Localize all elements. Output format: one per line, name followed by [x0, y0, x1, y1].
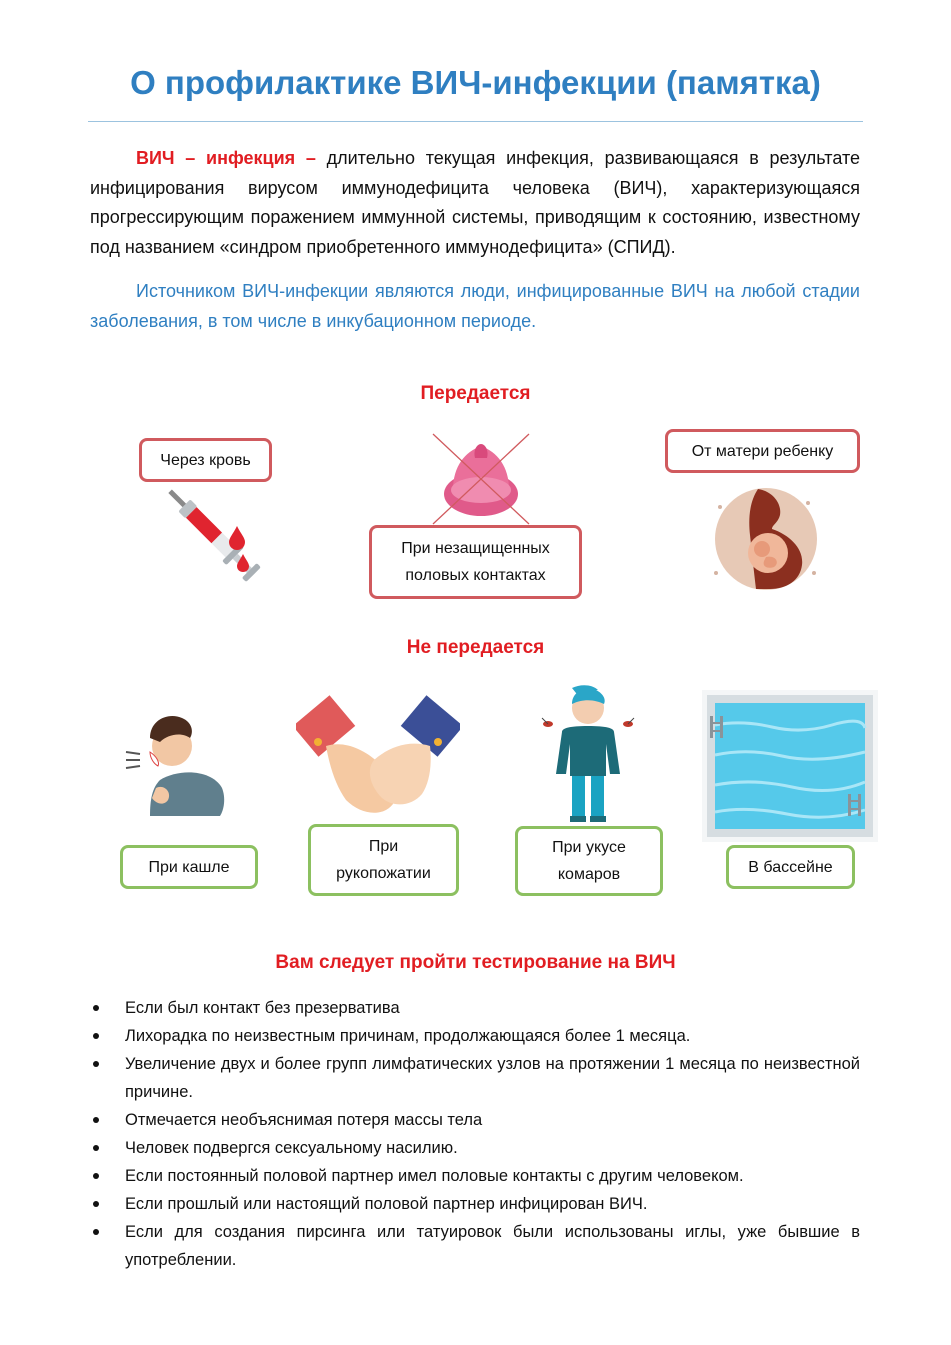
handshake-icon — [296, 690, 460, 820]
list-item — [90, 1218, 860, 1274]
coughing-person-icon — [120, 708, 230, 818]
condom-icon — [425, 432, 537, 527]
transmitted-sexual-label-1: При незащищенных — [401, 540, 550, 557]
list-item-text: Если постоянный половой партнер имел половые контакты с другим человеком. — [125, 1167, 744, 1185]
bullet-icon — [93, 1173, 99, 1179]
transmitted-mother-box — [665, 429, 860, 473]
not-transmitted-mosquito-box — [515, 826, 663, 896]
swimming-pool-icon — [702, 690, 878, 842]
list-item-text: Отмечается необъяснимая потеря массы тела — [125, 1111, 483, 1129]
intro-definition — [90, 144, 860, 262]
transmitted-sexual-box — [369, 525, 582, 599]
bullet-icon — [93, 1229, 99, 1235]
not-transmitted-handshake-label-1: При — [368, 838, 399, 855]
intro-term: ВИЧ – инфекция – — [136, 148, 316, 168]
not-transmitted-handshake-box — [308, 824, 459, 896]
list-item — [90, 1134, 860, 1162]
not-transmitted-heading: Не передается — [406, 637, 545, 658]
transmitted-mother-label: От матери ребенку — [691, 442, 834, 460]
testing-list — [90, 994, 860, 1274]
not-transmitted-cough-box — [120, 845, 258, 889]
intro-source: Источником ВИЧ-инфекции являются люди, инфицированные ВИЧ на любой стадии заболевания, в том числе в инкубационном периоде. — [90, 281, 860, 331]
page-title: О профилактике ВИЧ-инфекции (памятка) — [130, 64, 821, 101]
pregnant-mother-icon — [706, 483, 824, 595]
bullet-icon — [93, 1117, 99, 1123]
list-item-text: Увеличение двух и более групп лимфатических узлов на протяжении 1 месяца по неизвестной причине. — [125, 1055, 860, 1101]
list-item-text: Если был контакт без презерватива — [125, 999, 400, 1017]
bullet-icon — [93, 1005, 99, 1011]
transmitted-heading: Передается — [420, 383, 531, 404]
list-item — [90, 1022, 860, 1050]
list-item — [90, 1190, 860, 1218]
list-item — [90, 1050, 860, 1106]
list-item-text: Человек подвергся сексуальному насилию. — [125, 1139, 458, 1157]
not-transmitted-handshake-label-2: рукопожатии — [336, 865, 431, 882]
person-with-mosquitoes-icon — [540, 684, 636, 824]
bullet-icon — [93, 1201, 99, 1207]
transmitted-blood-box — [139, 438, 272, 482]
not-transmitted-mosquito-label-1: При укусе — [552, 839, 626, 856]
list-item-text: Лихорадка по неизвестным причинам, продолжающаяся более 1 месяца. — [125, 1027, 691, 1045]
list-item-text: Если для создания пирсинга или татуировок были использованы иглы, уже бывшие в употреблении. — [125, 1223, 860, 1269]
intro-definition-text: длительно текущая инфекция, развивающаяся в результате инфицирования вирусом иммунодефицита человека (ВИЧ), характеризующаяся прогрессирующим поражением иммунной системы, приводящим к состоянию, известному под названием «синдром приобретенного иммунодефицита» (СПИД). — [90, 148, 860, 257]
not-transmitted-pool-box — [726, 845, 855, 889]
list-item-text: Если прошлый или настоящий половой партнер инфицирован ВИЧ. — [125, 1195, 648, 1213]
bullet-icon — [93, 1061, 99, 1067]
syringe-icon — [155, 478, 275, 590]
testing-heading: Вам следует пройти тестирование на ВИЧ — [275, 952, 676, 973]
transmitted-sexual-label-2: половых контактах — [405, 567, 546, 584]
title-divider — [88, 121, 863, 122]
list-item — [90, 1106, 860, 1134]
bullet-icon — [93, 1145, 99, 1151]
list-item — [90, 1162, 860, 1190]
not-transmitted-pool-label: В бассейне — [748, 858, 833, 876]
bullet-icon — [93, 1033, 99, 1039]
not-transmitted-mosquito-label-2: комаров — [557, 866, 621, 883]
list-item — [90, 994, 860, 1022]
not-transmitted-cough-label: При кашле — [148, 858, 230, 876]
transmitted-blood-label: Через кровь — [160, 451, 251, 469]
